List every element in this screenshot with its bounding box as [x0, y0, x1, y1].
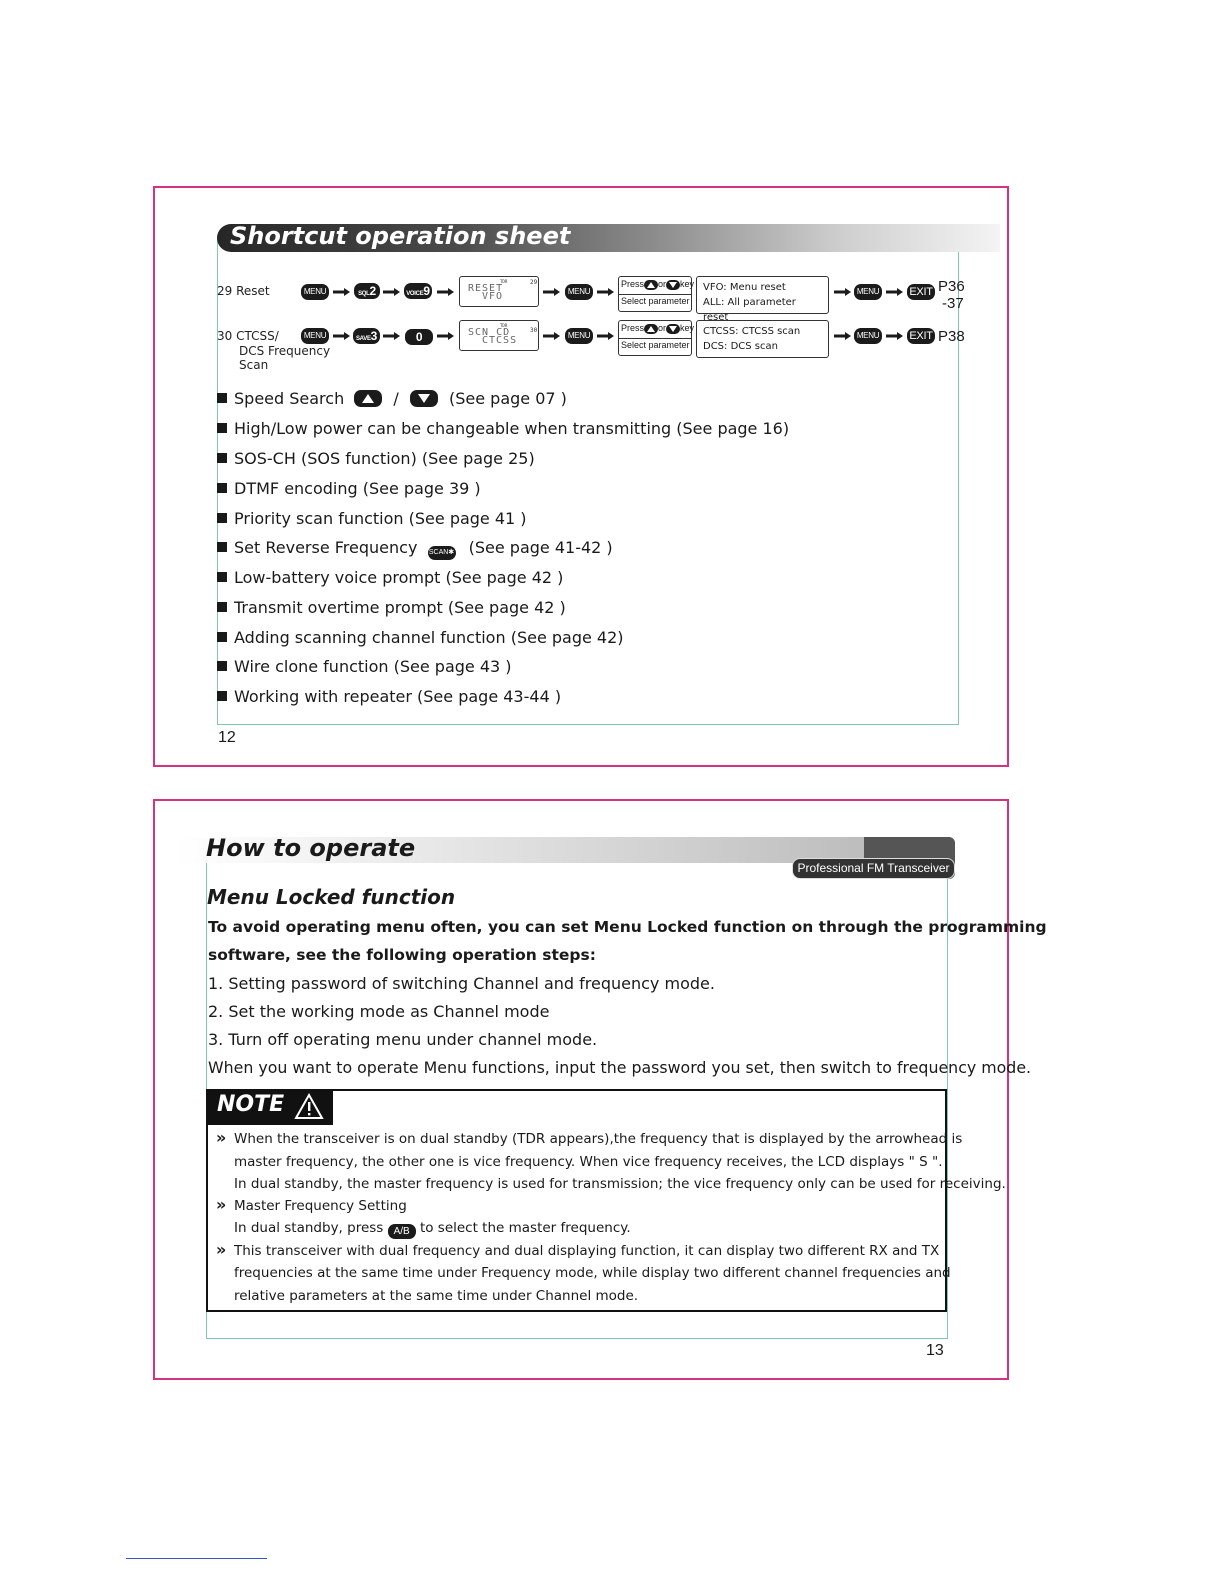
bullet-item: Transmit overtime prompt (See page 42 ) — [217, 598, 566, 617]
page-number: 13 — [926, 1342, 944, 1359]
chevron-icon: » — [216, 1128, 227, 1147]
arrow-right-icon — [333, 288, 350, 296]
bullet-item: Priority scan function (See page 41 ) — [217, 509, 527, 528]
arrow-right-icon — [383, 288, 400, 296]
lcd-display-scan: TDR 30 SCN CD CTCSS — [459, 320, 539, 351]
chevron-icon: » — [216, 1195, 227, 1214]
reset-options-box: VFO: Menu reset ALL: All parameter reset — [696, 276, 829, 314]
note-press-line: In dual standby, press A/B to select the master frequency. — [234, 1220, 631, 1237]
footer-rule — [126, 1558, 267, 1559]
arrow-right-icon — [886, 288, 903, 296]
down-key-icon — [410, 390, 438, 407]
up-key-icon — [354, 390, 382, 407]
step-item: 3. Turn off operating menu under channel mode. — [208, 1030, 598, 1049]
arrow-right-icon — [383, 332, 400, 340]
note-line: This transceiver with dual frequency and dual displaying function, it can display two different RX and TX — [234, 1243, 940, 1259]
row-30-sublabel: DCS Frequency — [239, 344, 331, 358]
closing-line: When you want to operate Menu functions, input the password you set, then switch to frequency mode. — [208, 1058, 1032, 1077]
page-ref: P38 — [938, 328, 965, 345]
arrow-right-icon — [543, 288, 560, 296]
note-tag — [206, 1089, 333, 1125]
page-ref: -37 — [942, 295, 964, 312]
page-ref: P36 — [938, 278, 965, 295]
menu-key: MENU — [565, 284, 593, 300]
menu-key: MENU — [854, 328, 882, 344]
warning-icon — [294, 1093, 324, 1120]
arrow-right-icon — [886, 332, 903, 340]
menu-key: MENU — [301, 284, 329, 300]
exit-key: EXIT — [907, 328, 935, 344]
arrow-right-icon — [437, 288, 454, 296]
menu-key: MENU — [301, 328, 329, 344]
chevron-icon: » — [216, 1240, 227, 1259]
bullet-item: Adding scanning channel function (See page 42) — [217, 628, 624, 647]
note-line: master frequency, the other one is vice frequency. When vice frequency receives, the LCD displays " S ". — [234, 1154, 943, 1170]
sql-2-key: SQL2 — [354, 283, 380, 299]
note-line: In dual standby, the master frequency is used for transmission; the vice frequency only can be used for receiving. — [234, 1176, 1006, 1192]
step-item: 1. Setting password of switching Channel and frequency mode. — [208, 974, 715, 993]
row-30-label: 30 CTCSS/ — [217, 329, 279, 343]
arrow-right-icon — [834, 332, 851, 340]
page-title: How to operate — [206, 834, 416, 862]
voice-9-key: VOICE9 — [404, 283, 432, 299]
lcd-display-reset: TDR 29 RESET VFO — [459, 276, 539, 307]
step-item: 2. Set the working mode as Channel mode — [208, 1002, 550, 1021]
page-title: Shortcut operation sheet — [230, 222, 571, 250]
scan-key-icon: SCAN✱ — [428, 546, 456, 560]
page-number: 12 — [218, 729, 236, 746]
bullet-reverse-frequency: Set Reverse Frequency SCAN✱ (See page 41-42 ) — [217, 538, 613, 560]
bullet-speed-search: Speed Search / (See page 07 ) — [217, 389, 567, 408]
bullet-item: Working with repeater (See page 43-44 ) — [217, 687, 561, 706]
exit-key: EXIT — [907, 284, 935, 300]
save-3-key: SAVE3 — [353, 328, 380, 344]
note-line: When the transceiver is on dual standby (TDR appears),the frequency that is displayed by the arrowhead is — [234, 1131, 963, 1147]
arrow-right-icon — [333, 332, 350, 340]
up-key-icon — [644, 280, 658, 290]
ab-key-icon: A/B — [388, 1224, 416, 1239]
press-up-down-box: Press or key Select parameter — [618, 320, 692, 356]
intro-line: To avoid operating menu often, you can set Menu Locked function on through the programming — [208, 918, 1047, 936]
row-30-sublabel: Scan — [239, 358, 269, 372]
product-badge: Professional FM Transceiver — [792, 858, 955, 879]
note-line: frequencies at the same time under Frequency mode, while display two different channel frequencies and — [234, 1265, 951, 1281]
arrow-right-icon — [597, 332, 614, 340]
down-key-icon — [666, 324, 680, 334]
scan-options-box: CTCSS: CTCSS scan DCS: DCS scan — [696, 320, 829, 358]
press-up-down-box: Press or key Select parameter — [618, 276, 692, 312]
menu-key: MENU — [565, 328, 593, 344]
row-29-label: 29 Reset — [217, 284, 270, 298]
zero-key: 0 — [405, 329, 433, 345]
arrow-right-icon — [437, 332, 454, 340]
intro-line: software, see the following operation steps: — [208, 946, 596, 964]
bullet-item: Wire clone function (See page 43 ) — [217, 657, 512, 676]
arrow-right-icon — [834, 288, 851, 296]
bullet-item: DTMF encoding (See page 39 ) — [217, 479, 481, 498]
up-key-icon — [644, 324, 658, 334]
down-key-icon — [666, 280, 680, 290]
note-line: relative parameters at the same time under Channel mode. — [234, 1288, 639, 1304]
bullet-item: High/Low power can be changeable when transmitting (See page 16) — [217, 419, 789, 438]
arrow-right-icon — [597, 288, 614, 296]
note-label: NOTE — [217, 1092, 285, 1117]
bullet-item: SOS-CH (SOS function) (See page 25) — [217, 449, 535, 468]
bullet-item: Low-battery voice prompt (See page 42 ) — [217, 568, 563, 587]
note-line: Master Frequency Setting — [234, 1198, 407, 1214]
arrow-right-icon — [543, 332, 560, 340]
menu-key: MENU — [854, 284, 882, 300]
section-subtitle: Menu Locked function — [207, 885, 456, 909]
